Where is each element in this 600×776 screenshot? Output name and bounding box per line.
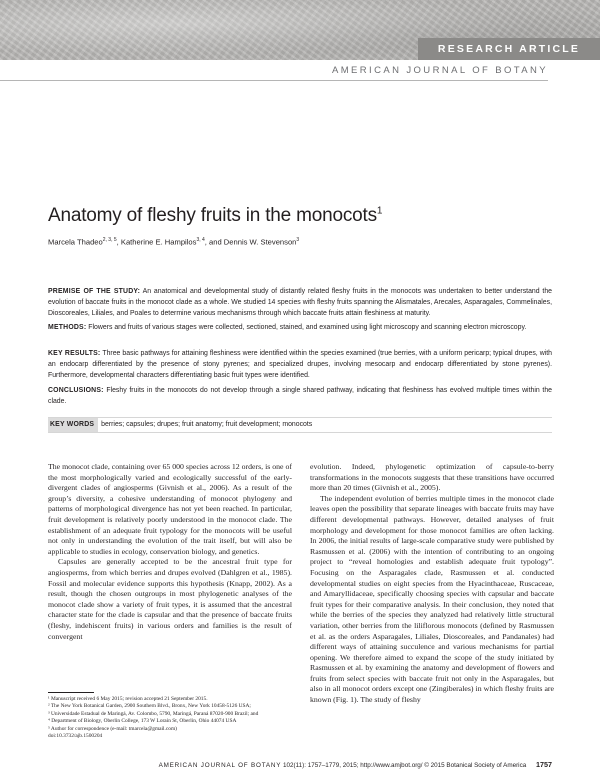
abstract-conclusions	[48, 385, 552, 407]
article-type-label: RESEARCH ARTICLE	[418, 38, 600, 60]
keywords-label: KEY WORDS	[48, 418, 98, 432]
footnote: ⁵ Author for correspondence (e-mail: tmarcela@gmail.com)	[48, 725, 177, 732]
page-number: 1757	[536, 760, 552, 769]
author-affiliation: 3, 4	[196, 237, 205, 243]
author-list	[48, 237, 299, 247]
footer-citation: 102(11): 1757–1779, 2015; http://www.amjbot.org/ © 2015 Botanical Society of America	[282, 762, 527, 769]
abstract-results-text: Three basic pathways for attaining fleshiness were identified within the species examined (true berries, with a uniform pericarp; typical drupes, with an endocarp differentiated by the presence of stony pyrenes; and specialized drupes, involving mesocarp and endocarp differentiated by stone pyrenes). Furthermore, developmental characters differentiating basic fruit types were identified.	[48, 350, 552, 379]
footnote: ² The New York Botanical Garden, 2900 Southern Blvd., Bronx, New York 10458-5126 USA;	[48, 703, 251, 710]
body-paragraph: The independent evolution of berries multiple times in the monocot clade leaves open the possibility that separate lineages with baccate fruits may have different developmental pathways. However, detailed analyses of fruit morphology and development for those monocot families are often lacking. In 2006, the initial results of large-scale comparative study were published by Rasmussen et al. (2006) with the intention of contributing to an ongoing project to “reveal homologies and establish adequate fruit typology”. Focusing on the Asparagales clade, Rasmussen et al. conducted developmental studies on eight species from the Hyacinthaceae, Ruscaceae, and Amaryllidaceae, specifically choosing species with capsular and baccate fruit types for their comparative analysis. In their conclusion, they noted that while the berries of the species they analyzed had relatively little structural variation, other berries from the liliflorous monocots (defined by Rasmussen et al. as the orders Asparagales, Liliales, Dioscoreales, and Pandanales) had different ways of attaining succulence and various mechanisms for partial opening. We therefore aimed to expand the scope of the study initiated by Rasmussen et al. by examining the anatomy and development of flowers and fruits from select species with baccate fruit not only in the Asparagales, but also in all monocot orders except one (Zingiberales) in which fleshy fruits are known (Fig. 1). The study of fleshy	[310, 493, 554, 705]
footer-journal: AMERICAN JOURNAL OF BOTANY	[158, 762, 282, 769]
abstract-premise-text: An anatomical and developmental study of distantly related fleshy fruits in the monocots was undertaken to better understand the evolution of baccate fruits in the monocot clade as a whole. We studied 14 species with fleshy fruits spanning the Alismatales, Arecales, Asparagales, Commelinales, Dioscoreales, Liliales, and Poales to determine various mechanisms through which baccate fruits attain fleshiness at maturity.	[48, 288, 552, 317]
doi: doi:10.3732/ajb.1500204	[48, 733, 103, 740]
abstract-conclusions-label: CONCLUSIONS:	[48, 387, 104, 394]
footnotes	[48, 696, 292, 740]
abstract-premise-label: PREMISE OF THE STUDY:	[48, 288, 141, 295]
footnote-rule	[48, 692, 94, 693]
footnote: ¹ Manuscript received 6 May 2015; revision accepted 21 September 2015.	[48, 696, 208, 702]
footnote: ⁴ Department of Biology, Oberlin College, 173 W Lorain St, Oberlin, Ohio 44074 USA	[48, 718, 237, 725]
abstract-premise	[48, 286, 552, 319]
abstract-methods-label: METHODS:	[48, 324, 87, 331]
abstract-results-label: KEY RESULTS:	[48, 350, 101, 357]
keywords-text: berries; capsules; drupes; fruit anatomy; fruit development; monocots	[101, 421, 313, 428]
body-column-left	[48, 462, 292, 642]
article-title	[48, 205, 382, 227]
body-paragraph: Capsules are generally accepted to be the ancestral fruit type for angiosperms, from which berries and drupes evolved (Dahlgren et al., 1985). Fossil and molecular evidence supports this hypothesis (Knapp, 2002). As a result, though the chosen outgroups in most phylogenetic analyses of the monocot clade show a variety of fruit types, it is assumed that the ancestral character state for the clade is capsular and that the presence of baccate fruits (fleshy, indehiscent fruits) in various orders and families is the result of convergent	[48, 557, 292, 641]
body-column-right	[310, 462, 554, 706]
author-separator: , and	[204, 237, 224, 247]
abstract-results	[48, 348, 552, 381]
footnote: ³ Universidade Estadual de Maringá, Av. Colombo, 5790, Maringá, Paraná 87020-900 Brazil; and	[48, 710, 259, 717]
article-title-text: Anatomy of fleshy fruits in the monocots	[48, 205, 377, 226]
author-name: Dennis W. Stevenson	[223, 237, 297, 247]
header-rule	[0, 80, 548, 81]
author-name: Katherine E. Hampilos	[120, 237, 197, 247]
abstract-methods	[48, 322, 552, 333]
journal-name: AMERICAN JOURNAL OF BOTANY	[331, 65, 548, 76]
author-affiliation: 2, 3, 5	[102, 237, 117, 243]
author-name: Marcela Thadeo	[48, 237, 103, 247]
abstract-conclusions-text: Fleshy fruits in the monocots do not develop through a single shared pathway, indicating that fleshiness has evolved multiple times within the clade.	[48, 387, 552, 405]
keywords-bar	[48, 417, 552, 433]
body-paragraph: The monocot clade, containing over 65 000 species across 12 orders, is one of the most morphologically varied and ecologically successful of the early-divergent clades of angiosperms (Givnish et al., 2006). As a result of the group’s diversity, a cohesive understanding of monocot phylogeny and patterns of morphological divergence has not yet been reached. In particular, fruit development is relatively poorly understood in the monocot clade. The establishment of an adequate fruit typology for the monocots will be useful not only in understanding the evolution of the trait itself, but will also be applicable to studies in ecology, conservation biology, and genetics.	[48, 462, 292, 556]
author-separator: ,	[116, 237, 121, 247]
body-paragraph: evolution. Indeed, phylogenetic optimization of capsule-to-berry transformations in the monocots suggests that these transitions have occurred more than 20 times (Givnish et al., 2005).	[310, 462, 554, 493]
header-banner	[0, 0, 600, 60]
abstract-methods-text: Flowers and fruits of various stages were collected, sectioned, stained, and examined using light microscopy and scanning electron microscopy.	[88, 324, 527, 331]
author-affiliation: 3	[296, 237, 300, 243]
page-footer	[48, 760, 552, 769]
title-footnote-marker: 1	[376, 205, 383, 217]
